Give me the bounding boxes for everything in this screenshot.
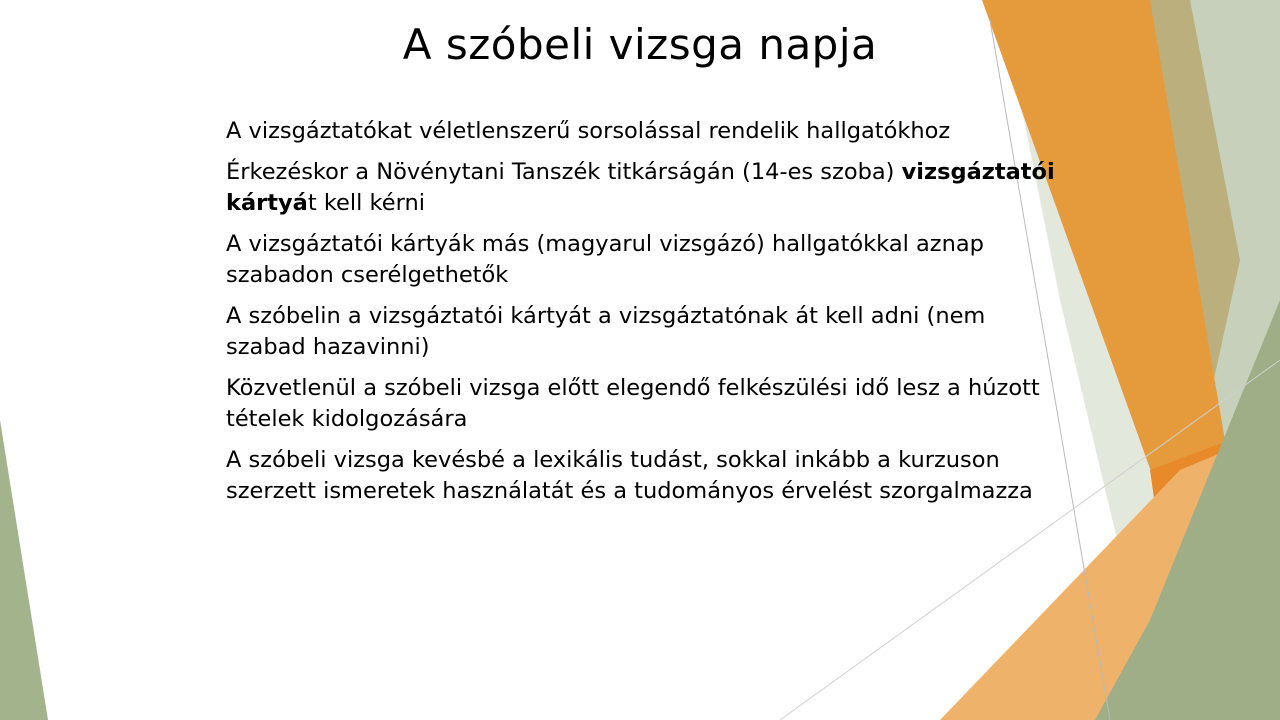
slide-title: A szóbeli vizsga napja — [402, 20, 878, 69]
bullet-item — [226, 373, 1056, 435]
bullet-text: A vizsgáztatókat véletlenszerű sorsolással rendelik hallgatókhoz — [226, 118, 951, 144]
bullet-text: Közvetlenül a szóbeli vizsga előtt elegendő felkészülési idő lesz a húzott tételek kidolgozására — [226, 375, 1040, 432]
bullet-list — [226, 116, 1056, 517]
left-green-shape — [0, 420, 48, 720]
bullet-text: A vizsgáztatói kártyák más (magyarul vizsgázó) hallgatókkal aznap szabadon cserélgethetők — [226, 231, 984, 288]
bullet-text: A szóbelin a vizsgáztatói kártyát a vizsgáztatónak át kell adni (nem szabad hazavinni) — [226, 303, 986, 360]
bullet-item — [226, 301, 1056, 363]
bullet-item — [226, 445, 1056, 507]
bullet-item — [226, 229, 1056, 291]
bullet-text: A szóbeli vizsga kevésbé a lexikális tudást, sokkal inkább a kurzuson szerzett ismeretek használatát és a tudományos érvelést szorgalmazza — [226, 447, 1033, 504]
bullet-item — [226, 157, 1056, 219]
bullet-text: Érkezéskor a Növénytani Tanszék titkárságán (14-es szoba) — [226, 159, 902, 185]
bullet-item — [226, 116, 1056, 147]
bullet-text: t kell kérni — [307, 190, 425, 216]
bullet-bold-text: vizsgáztatói kártyá — [226, 159, 1055, 216]
